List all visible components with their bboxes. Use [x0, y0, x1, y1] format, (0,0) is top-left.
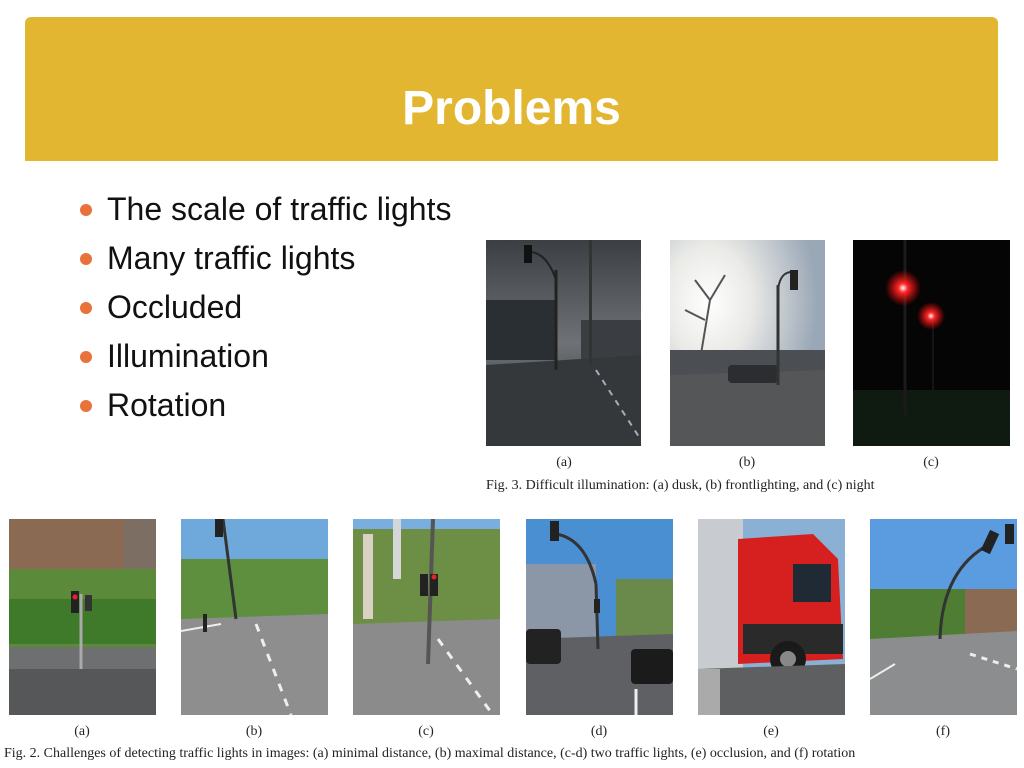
bullet-item: Rotation: [80, 381, 451, 430]
fig2-label-c: (c): [418, 724, 434, 739]
fig2-label-e: (e): [763, 724, 779, 739]
photo-maximal-distance: [181, 519, 328, 715]
bullet-dot-icon: [80, 400, 92, 412]
fig2-label-a: (a): [74, 724, 90, 739]
fig2-label-d: (d): [590, 724, 608, 739]
bullet-list: [80, 185, 451, 430]
bullet-dot-icon: [80, 204, 92, 216]
bullet-item: Occluded: [80, 283, 451, 332]
fig2-label-b: (b): [245, 724, 263, 739]
fig3-label-c: (c): [923, 455, 939, 470]
photo-night: [853, 240, 1010, 446]
photo-two-lights-c: [353, 519, 500, 715]
fig3-caption: Fig. 3. Difficult illumination: (a) dusk, (b) frontlighting, and (c) night: [486, 478, 875, 493]
bullet-dot-icon: [80, 302, 92, 314]
photo-dusk: [486, 240, 641, 446]
bullet-dot-icon: [80, 253, 92, 265]
photo-two-lights-d: [526, 519, 673, 715]
bullet-item: Many traffic lights: [80, 234, 451, 283]
fig3-label-a: (a): [556, 455, 572, 470]
fig2-label-f: (f): [936, 724, 950, 739]
fig3-label-b: (b): [738, 455, 756, 470]
slide-title: Problems: [402, 82, 621, 135]
bullet-item: The scale of traffic lights: [80, 185, 451, 234]
fig2-caption: Fig. 2. Challenges of detecting traffic lights in images: (a) minimal distance, (b) maximal distance, (c-d) two traffic lights, (e) occlusion, and (f) rotation: [4, 746, 856, 761]
photo-occlusion: [698, 519, 845, 715]
photo-frontlighting: [670, 240, 825, 446]
title-bar: [25, 17, 998, 161]
bullet-dot-icon: [80, 351, 92, 363]
photo-minimal-distance: [9, 519, 156, 715]
photo-rotation: [870, 519, 1017, 715]
bullet-item: Illumination: [80, 332, 451, 381]
